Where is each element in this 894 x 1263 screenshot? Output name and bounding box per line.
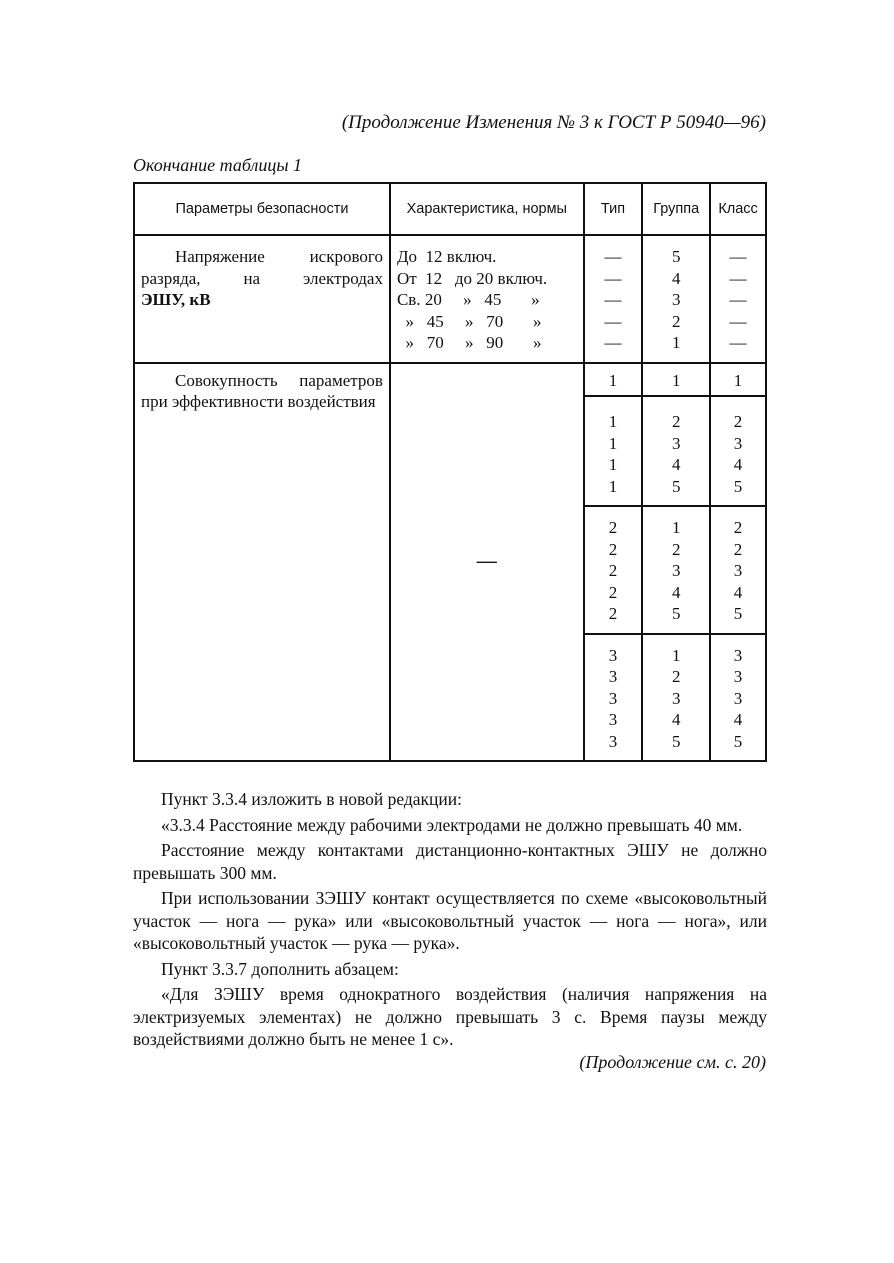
class-value: 5 (733, 731, 743, 751)
param-text: Совокупность параметров при эффективности воздействия (141, 370, 383, 411)
type-cell (584, 363, 643, 397)
type-value: 3 (608, 667, 618, 686)
type-value: 2 (608, 518, 618, 537)
class-value: 2 (733, 518, 743, 537)
type-value: 3 (608, 731, 618, 751)
type-cell (584, 235, 643, 363)
class-value: 5 (733, 604, 743, 623)
class-value: 3 (733, 433, 743, 453)
class-value: 2 (733, 539, 743, 559)
type-value: 1 (608, 455, 618, 474)
header-type: Тип (584, 183, 643, 235)
group-cell (642, 634, 710, 762)
param-bold: ЭШУ, кВ (141, 290, 211, 309)
group-value: 4 (671, 455, 681, 474)
header-characteristics: Характеристика, нормы (390, 183, 584, 235)
group-value: 5 (671, 247, 681, 266)
class-value: 4 (733, 455, 743, 474)
group-cell (642, 235, 710, 363)
type-value: — (604, 333, 622, 352)
param-cell (134, 363, 390, 762)
group-cell (642, 363, 710, 397)
group-value: 3 (671, 433, 681, 453)
class-value: 3 (733, 561, 743, 580)
characteristic-line: До 12 включ. (396, 247, 497, 266)
body-text (133, 788, 767, 1054)
group-value: 3 (671, 290, 681, 309)
header-class: Класс (710, 183, 766, 235)
class-value: — (729, 268, 747, 288)
group-value: 3 (671, 688, 681, 708)
class-cell (710, 634, 766, 762)
type-value: 3 (608, 688, 618, 708)
class-value: 5 (733, 476, 743, 496)
param-text: Напряжение искрового разряда, на электродах (141, 247, 383, 288)
paragraph: «3.3.4 Расстояние между рабочими электродами не должно превышать 40 мм. (161, 814, 743, 835)
type-cell (584, 506, 643, 634)
paragraph: Пункт 3.3.4 изложить в новой редакции: (161, 789, 463, 809)
paragraph: Пункт 3.3.7 дополнить абзацем: (161, 958, 399, 979)
group-value: 5 (671, 476, 681, 496)
group-value: 5 (671, 604, 681, 623)
class-value: 1 (733, 370, 743, 390)
group-value: 2 (671, 667, 681, 686)
characteristic-dash: — (390, 363, 584, 762)
table-row (134, 235, 766, 363)
group-cell (642, 506, 710, 634)
type-value: 2 (608, 604, 618, 623)
continuation-header: (Продолжение Изменения № 3 к ГОСТ Р 50940—96) (341, 112, 766, 133)
class-value: 3 (733, 645, 743, 665)
group-value: 2 (671, 539, 681, 559)
type-value: 2 (608, 582, 618, 602)
group-value: 3 (671, 561, 681, 580)
characteristics-cell (390, 235, 584, 363)
header-parameters: Параметры безопасности (134, 183, 390, 235)
group-value: 5 (671, 731, 681, 751)
group-cell (642, 396, 710, 506)
type-value: — (604, 268, 622, 288)
class-cell (710, 396, 766, 506)
class-value: 3 (733, 688, 743, 708)
header-group: Группа (642, 183, 710, 235)
type-value: 3 (608, 710, 618, 729)
group-value: 1 (671, 645, 681, 665)
class-value: — (729, 290, 747, 309)
table-caption: Окончание таблицы 1 (133, 155, 303, 175)
type-cell (584, 396, 643, 506)
group-value: 2 (671, 311, 681, 331)
type-value: 1 (608, 412, 618, 431)
type-value: 1 (608, 433, 618, 453)
class-value: 4 (733, 582, 743, 602)
paragraph: При использовании ЗЭШУ контакт осуществляется по схеме «высоковольтный участок — нога — рука» или «высоковольтный участок — нога — нога», или «высоковольтный участок — рука — рука». (133, 888, 767, 953)
paragraph: «Для ЗЭШУ время однократного воздействия (наличия напряжения на электризуемых элементах) не должно превышать 3 с. Время паузы между воздействиями должно быть не менее 1 с». (133, 984, 767, 1049)
class-value: 4 (733, 710, 743, 729)
group-value: 4 (671, 582, 681, 602)
continuation-footer: (Продолжение см. с. 20) (579, 1052, 766, 1072)
type-value: 3 (608, 645, 618, 665)
group-value: 4 (671, 268, 681, 288)
safety-parameters-table (133, 182, 767, 762)
group-value: 1 (671, 370, 681, 390)
class-cell (710, 363, 766, 397)
characteristic-line: » 45 » 70 » (396, 311, 542, 331)
type-value: — (604, 311, 622, 331)
class-cell (710, 235, 766, 363)
class-value: — (729, 311, 747, 331)
type-value: 2 (608, 561, 618, 580)
characteristic-line: От 12 до 20 включ. (396, 268, 548, 288)
group-value: 4 (671, 710, 681, 729)
class-value: 3 (733, 667, 743, 686)
characteristic-line: » 70 » 90 » (396, 333, 542, 352)
group-value: 2 (671, 412, 681, 431)
paragraph: Расстояние между контактами дистанционно-контактных ЭШУ не должно превышать 300 мм. (133, 840, 767, 883)
class-cell (710, 506, 766, 634)
class-value: — (729, 247, 747, 266)
table-header-row (134, 183, 766, 235)
type-value: 1 (608, 476, 618, 496)
type-value: 1 (608, 370, 618, 390)
characteristic-line: Св. 20 » 45 » (396, 290, 540, 309)
type-value: 2 (608, 539, 618, 559)
class-value: 2 (733, 412, 743, 431)
param-cell (134, 235, 390, 363)
class-value: — (729, 333, 747, 352)
type-cell (584, 634, 643, 762)
group-value: 1 (671, 333, 681, 352)
type-value: — (604, 290, 622, 309)
type-value: — (604, 247, 622, 266)
table-row (134, 363, 766, 397)
group-value: 1 (671, 518, 681, 537)
